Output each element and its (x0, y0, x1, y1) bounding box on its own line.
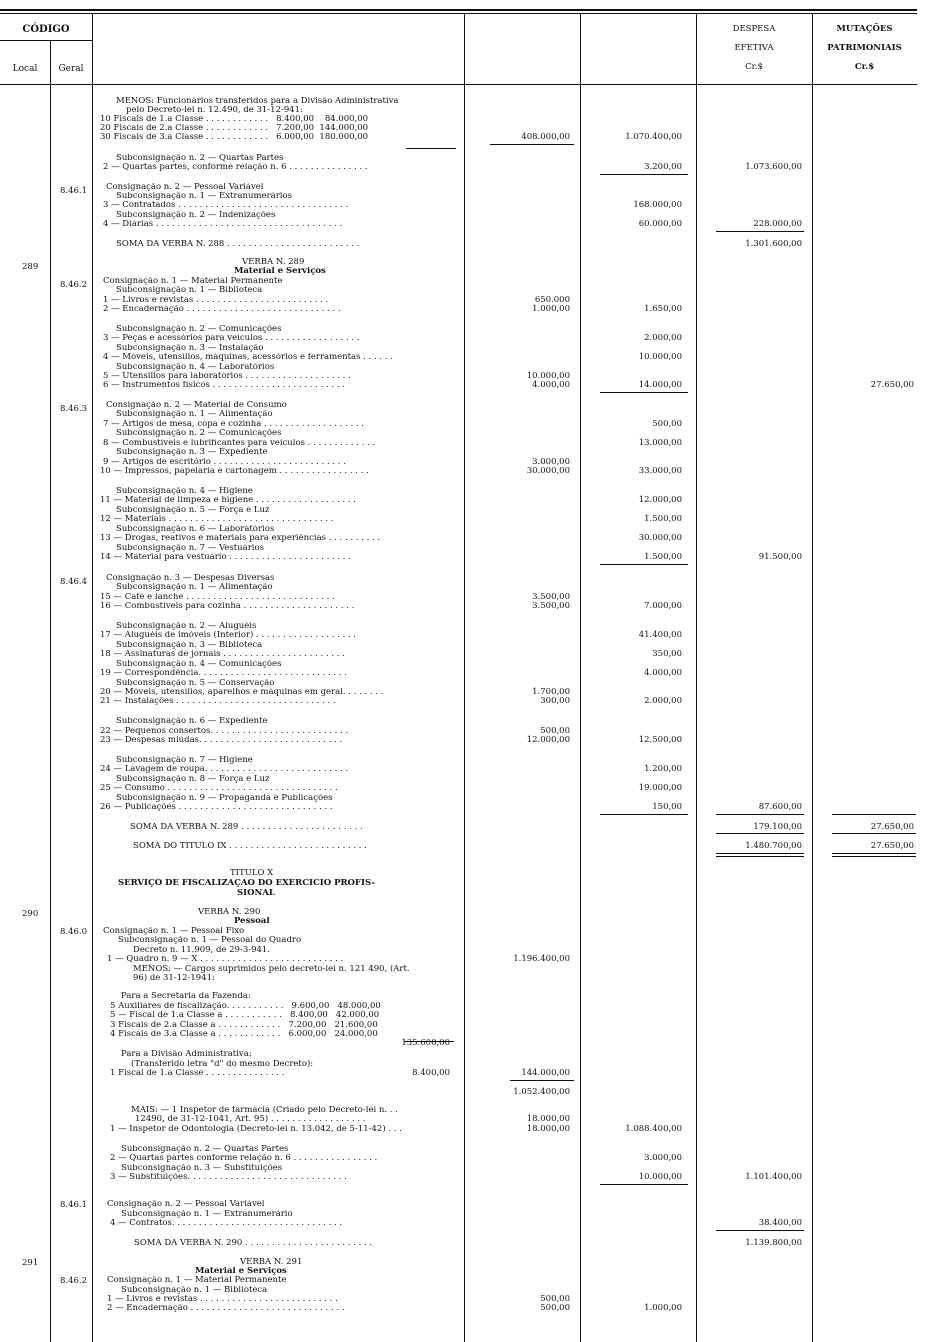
line-text: VERBA N. 291 (240, 1258, 303, 1267)
header-efetiva: EFETIVA (734, 43, 774, 53)
line-text: 1 — Livros e revistas . . . . . . . . . . . . . . . . . . . . . . . . . (103, 296, 329, 305)
line-text: (Transferido letra "d" do mesmo Decreto): (131, 1060, 314, 1069)
line-text: 4 — Diárias . . . . . . . . . . . . . . . . . . . . . . . . . . . . . . . . . . . (103, 220, 343, 229)
top-rule-thin (0, 13, 917, 14)
inline-amount: 135.600,00 (401, 1038, 450, 1048)
line-text: 23 — Despesas miúdas. . . . . . . . . . . . . . . . . . . . . . . . . . . (100, 736, 343, 745)
line-text: 4 — Contratos. . . . . . . . . . . . . . . . . . . . . . . . . . . . . . . . (110, 1219, 343, 1228)
amount-col1: 18.000,00 (526, 1124, 570, 1134)
line-text: Pessoal (234, 917, 270, 926)
code-label: 289 (22, 262, 39, 272)
code-label: 291 (22, 1258, 39, 1268)
line-text: Consignação n. 2 — Pessoal Variável (107, 1200, 265, 1209)
amount-col1: 4.000,00 (532, 380, 570, 390)
subtotal-rule (716, 814, 804, 815)
total-double-rule (716, 853, 804, 854)
line-text: pelo Decreto-lei n. 12.490, de 31-12-941: (126, 106, 303, 115)
col-divider-amount2 (696, 13, 697, 1342)
line-text: 3 — Substituições. . . . . . . . . . . . . . . . . . . . . . . . . . . . . . (110, 1173, 347, 1182)
line-text: 22 — Pequenos consertos. . . . . . . . . . . . . . . . . . . . . . . . . . (100, 727, 349, 736)
amount-col2: 60.000,00 (638, 219, 682, 229)
line-text: Consignação n. 1 — Material Permanente (107, 1276, 287, 1285)
line-text: Consignação n. 2 — Material de Consumo (106, 401, 287, 410)
subtotal-rule (716, 1230, 804, 1231)
total-double-rule (832, 853, 916, 854)
line-text: 24 — Lavagem de roupa. . . . . . . . . . . . . . . . . . . . . . . . . . . (100, 765, 349, 774)
amount-col1: 500,00 (540, 1303, 570, 1313)
line-text: 30 Fiscais de 3.a Classe . . . . . . . . . . . . 6.000,00 180.000,00 (100, 133, 369, 142)
line-text: 5 Auxiliares de fiscalização. . . . . . . . . . . 9.600,00 48.000,00 (110, 1002, 381, 1011)
amount-col1: 144.000,00 (521, 1068, 570, 1078)
subtotal-rule (600, 564, 688, 565)
code-label: 8.46.4 (60, 577, 88, 587)
subtotal-rule (716, 231, 804, 232)
amount-col1: 500,00 (540, 1294, 570, 1304)
line-text: Subconsignação n. 7 — Higiene (116, 756, 253, 765)
line-text: 9 — Artigos de escritório . . . . . . . . . . . . . . . . . . . . . . . . . (103, 458, 346, 467)
line-text: 11 — Material de limpeza e higiene . . . . . . . . . . . . . . . . . . . (100, 496, 356, 505)
amount-col2: 14.000,00 (638, 380, 682, 390)
line-text: 6 — Instrumentos físicos . . . . . . . . . . . . . . . . . . . . . . . . . (103, 381, 345, 390)
top-rule (0, 9, 917, 11)
amount-col3: 1.073.600,00 (745, 162, 802, 172)
code-label: 8.46.2 (60, 280, 88, 290)
line-text: Subconsignação n. 7 — Vestuários (116, 544, 264, 553)
amount-col2: 3.200,00 (644, 162, 682, 172)
line-text: 7 — Artigos de mesa, copa e cozinha . . . . . . . . . . . . . . . . . . . (103, 420, 364, 429)
line-text: 10 — Impressos, papelaria e cartonagem . . . . . . . . . . . . . . . . . (100, 467, 369, 476)
line-text: 10 Fiscais de 1.a Classe . . . . . . . . . . . . 8.400,00 84.000,00 (100, 115, 369, 124)
amount-col3: 179.100,00 (753, 822, 802, 832)
amount-col2: 19.000,00 (638, 783, 682, 793)
amount-col1: 650.000 (534, 295, 570, 305)
amount-col1: 408.000,00 (521, 132, 570, 142)
amount-col2: 12.500,00 (638, 735, 682, 745)
amount-col2: 4.000,00 (644, 668, 682, 678)
amount-col3: 1.101.400,00 (745, 1172, 802, 1182)
header-mutacoes-currency: Cr.$ (854, 62, 875, 72)
amount-col2: 2.000,00 (644, 696, 682, 706)
amount-col2: 12.000,00 (638, 495, 682, 505)
line-text: Consignação n. 1 — Material Permanente (103, 277, 283, 286)
line-text: 2 — Quartas partes, conforme relação n. 6 . . . . . . . . . . . . . . . (103, 163, 368, 172)
line-text: 1 Fiscal de 1.a Classe . . . . . . . . . . . . . . . (110, 1069, 285, 1078)
line-text: Subconsignação n. 2 — Quartas Partes (121, 1145, 289, 1154)
codigo-underline (0, 40, 92, 41)
line-text: 3 Fiscais de 2.a Classe a . . . . . . . . . . . . 7.200,00 21.600,00 (110, 1021, 378, 1030)
amount-col1: 3.000,00 (532, 457, 570, 467)
amount-col3: 87.600,00 (758, 802, 802, 812)
line-text: Decreto n. 11.909, de 29-3-941. (133, 946, 271, 955)
line-text: 2 — Encadernação . . . . . . . . . . . . . . . . . . . . . . . . . . . . . (103, 305, 341, 314)
line-text: 13 — Drogas, reativos e materiais para experiências . . . . . . . . . . (100, 534, 381, 543)
amount-col2: 350,00 (652, 649, 682, 659)
line-text: 17 — Aluguéis de imóveis (Interior) . . . . . . . . . . . . . . . . . . . (100, 631, 357, 640)
subtotal-rule (832, 814, 916, 815)
amount-col3: 1.139.800,00 (745, 1238, 802, 1248)
line-text: Subconsignação n. 1 — Extranumerário (121, 1210, 293, 1219)
amount-col2: 1.000,00 (644, 1303, 682, 1313)
amount-col2: 10.000,00 (638, 1172, 682, 1182)
amount-col2: 168.000,00 (633, 200, 682, 210)
code-label: 8.46.1 (60, 1200, 88, 1210)
line-text: 5 — Fiscal de 1.a Classe a . . . . . . . . . . . 8.400,00 42.000,00 (110, 1011, 380, 1020)
amount-col3: 38.400,00 (758, 1218, 802, 1228)
line-text: Para a Divisão Administrativa: (121, 1050, 252, 1059)
amount-col1: 500,00 (540, 726, 570, 736)
header-despesa: DESPESA (732, 24, 776, 34)
header-mutacoes: MUTAÇÕES (836, 24, 893, 34)
header-local: Local (12, 64, 38, 74)
line-text: 25 — Consumo . . . . . . . . . . . . . . . . . . . . . . . . . . . . . . . . (100, 784, 338, 793)
total-double-rule (832, 856, 916, 857)
amount-col2: 3.000,00 (644, 1153, 682, 1163)
amount-col4: 27.650,00 (870, 841, 914, 851)
subtotal-rule (600, 1184, 688, 1185)
line-text: Subconsignação n. 6 — Laboratórios (116, 525, 275, 534)
line-text: SOMA DA VERBA N. 289 . . . . . . . . . . . . . . . . . . . . . . . (130, 823, 363, 832)
amount-col2: 41.400,00 (638, 630, 682, 640)
amount-col2: 33.000,00 (638, 466, 682, 476)
line-text: 3 — Peças e acessórios para veículos . . . . . . . . . . . . . . . . . . (103, 334, 360, 343)
line-text: VERBA N. 289 (242, 258, 305, 267)
line-text: Subconsignação n. 1 — Pessoal do Quadro (118, 936, 302, 945)
inline-amount: 8.400,00 (412, 1068, 450, 1078)
line-text: Material e Serviços (195, 1267, 287, 1276)
line-text: 16 — Combustíveis para cozinha . . . . . . . . . . . . . . . . . . . . . (100, 602, 355, 611)
col-divider-amount1 (580, 13, 581, 1342)
line-text: 12490, de 31-12-1041, Art. 95) . . . . . . . . . . . . . . . . . . (135, 1115, 366, 1124)
amount-col3: 1.480.700,00 (745, 841, 802, 851)
line-text: VERBA N. 290 (198, 908, 261, 917)
amount-col3: 1.301.600,00 (745, 239, 802, 249)
amount-col1: 1.700,00 (532, 687, 570, 697)
line-text: Subconsignação n. 1 — Alimentação (116, 583, 273, 592)
line-text: Subconsignação n. 2 — Quartas Partes (116, 154, 284, 163)
amount-col2: 150,00 (652, 802, 682, 812)
line-text: TITULO X (230, 869, 274, 878)
amount-col2: 10.000,00 (638, 352, 682, 362)
subtotal-rule (510, 1080, 574, 1081)
line-text: 19 — Correspondência. . . . . . . . . . . . . . . . . . . . . . . . . . . . (100, 669, 347, 678)
line-text: 96) de 31-12-1941: (133, 974, 215, 983)
amount-col1: 30.000,00 (526, 466, 570, 476)
line-text: Subconsignação n. 5 — Força e Luz (116, 506, 270, 515)
code-label: 8.46.3 (60, 404, 88, 414)
amount-col2: 1.650,00 (644, 304, 682, 314)
line-text: Subconsignação n. 8 — Força e Luz (116, 775, 270, 784)
col-divider-text (464, 13, 465, 1342)
line-text: SERVIÇO DE FISCALIZAÇÃO DO EXERCÍCIO PROFIS- (118, 879, 375, 888)
line-text: 26 — Publicações . . . . . . . . . . . . . . . . . . . . . . . . . . . . . (100, 803, 333, 812)
code-label: 8.46.1 (60, 186, 88, 196)
line-text: SOMA DA VERBA N. 290 . . . . . . . . . . . . . . . . . . . . . . . . (134, 1239, 373, 1248)
amount-col1: 300,00 (540, 696, 570, 706)
line-text: 1 — Inspetor de Odontologia (Decreto-lei n. 13.042, de 5-11-42) . . . (110, 1125, 402, 1134)
line-text: Consignação n. 3 — Despesas Diversas (106, 574, 275, 583)
amount-col2: 1.200,00 (644, 764, 682, 774)
line-text: 14 — Material para vestuário . . . . . . . . . . . . . . . . . . . . . . . (100, 553, 351, 562)
line-text: 5 — Utensílios para laboratórios . . . . . . . . . . . . . . . . . . . . (103, 372, 351, 381)
code-label: 8.46.0 (60, 927, 88, 937)
line-text: Consignação n. 2 — Pessoal Variável (106, 183, 264, 192)
line-text: 20 — Móveis, utensílios, aparelhos e máquinas em geral. . . . . . . . (100, 688, 384, 697)
line-text: 1 — Quadro n. 9 — X . . . . . . . . . . . . . . . . . . . . . . . . . . . (107, 955, 344, 964)
subtotal-rule (600, 174, 688, 175)
header-codigo: CÓDIGO (22, 24, 70, 35)
total-rule (832, 833, 916, 834)
line-text: Subconsignação n. 2 — Aluguéis (116, 622, 257, 631)
subtotal-rule (600, 814, 688, 815)
amount-col2: 1.500,00 (644, 514, 682, 524)
line-text: SIONAL (237, 889, 275, 898)
amount-col4: 27.650,00 (870, 822, 914, 832)
line-text: Subconsignação n. 5 — Conservação (116, 679, 275, 688)
line-text: Subconsignação n. 9 — Propaganda e Publicações (116, 794, 333, 803)
amount-col3: 91.500,00 (758, 552, 802, 562)
line-text: Para a Secretaria da Fazenda: (121, 992, 251, 1001)
amount-col2: 1.500,00 (644, 552, 682, 562)
header-geral: Geral (58, 64, 84, 74)
subtotal-rule (600, 392, 688, 393)
line-text: 18 — Assinaturas de jornais . . . . . . . . . . . . . . . . . . . . . . . (100, 650, 345, 659)
line-text: Consignação n. 1 — Pessoal Fixo (103, 927, 245, 936)
line-text: 12 — Materiais . . . . . . . . . . . . . . . . . . . . . . . . . . . . . . . (100, 515, 334, 524)
line-text: Subconsignação n. 1 — Alimentação (116, 410, 273, 419)
line-text: Material e Serviços (234, 267, 326, 276)
amount-col1: 10.000,00 (526, 371, 570, 381)
line-text: Subconsignação n. 4 — Higiene (116, 487, 253, 496)
amount-col2: 2.000,00 (644, 333, 682, 343)
total-rule (716, 833, 804, 834)
amount-col2: 500,00 (652, 419, 682, 429)
line-text: Subconsignação n. 6 — Expediente (116, 717, 268, 726)
line-text: 2 — Quartas partes conforme relação n. 6 . . . . . . . . . . . . . . . . (110, 1154, 378, 1163)
total-double-rule (716, 856, 804, 857)
amount-col2: 1.070.400,00 (625, 132, 682, 142)
line-text: 21 — Instalações . . . . . . . . . . . . . . . . . . . . . . . . . . . . . . (100, 697, 336, 706)
line-text: 2 — Encadernação . . . . . . . . . . . . . . . . . . . . . . . . . . . . . (107, 1304, 345, 1313)
line-text: 4 — Móveis, utensílios, máquinas, acessórios e ferramentas . . . . . . (103, 353, 393, 362)
line-text: 1 — Livros e revistas . . . . . . . . . . . . . . . . . . . . . . . . . . (107, 1295, 338, 1304)
amount-col3: 228.000,00 (753, 219, 802, 229)
amount-col1: 18.000,00 (526, 1114, 570, 1124)
line-text: 8 — Combustíveis e lubrificantes para veículos . . . . . . . . . . . . . (103, 439, 376, 448)
line-text: Subconsignação n. 3 — Expediente (116, 448, 268, 457)
col-divider-geral (92, 13, 93, 1342)
line-text: Subconsignação n. 4 — Comunicações (116, 660, 282, 669)
code-label: 290 (22, 909, 39, 919)
line-text: MENOS: Funcionários transferidos para a Divisão Administrativa (116, 97, 399, 106)
line-text: SOMA DA VERBA N. 288 . . . . . . . . . . . . . . . . . . . . . . . . . (116, 240, 360, 249)
line-text: Subconsignação n. 1 — Biblioteca (116, 286, 263, 295)
amount-col1: 1.000,00 (532, 304, 570, 314)
code-label: 8.46.2 (60, 1276, 88, 1286)
line-text: MENOS: — Cargos suprimidos pelo decreto-lei n. 121 490, (Art. (133, 965, 410, 974)
header-despesa-currency: Cr.$ (745, 62, 763, 72)
line-text: 15 — Café e lanche . . . . . . . . . . . . . . . . . . . . . . . . . . . . (100, 593, 335, 602)
subtotal-rule (490, 144, 574, 145)
amount-col1: 3.500,00 (532, 592, 570, 602)
line-text: Subconsignação n. 3 — Substituições (121, 1164, 283, 1173)
header-bottom-rule (0, 84, 917, 85)
line-text: Subconsignação n. 2 — Comunicações (116, 325, 282, 334)
col-divider-local (50, 40, 51, 1342)
amount-col1: 3.500,00 (532, 601, 570, 611)
header-patrimoniais: PATRIMONIAIS (827, 43, 902, 53)
amount-col1: 1.052.400,00 (513, 1087, 570, 1097)
amount-col2: 13.000,00 (638, 438, 682, 448)
line-text: 4 Fiscais de 3.a Classe a . . . . . . . . . . . . 6.000,00 24.000,00 (110, 1030, 378, 1039)
amount-col2: 7.000,00 (644, 601, 682, 611)
line-text: Subconsignação n. 2 — Indenizações (116, 211, 276, 220)
amount-col1: 12.000,00 (526, 735, 570, 745)
amount-col2: 1.088.400,00 (625, 1124, 682, 1134)
amount-col2: 30.000,00 (638, 533, 682, 543)
line-text: Subconsignação n. 1 — Biblioteca (121, 1286, 268, 1295)
line-text: 3 — Contratados . . . . . . . . . . . . . . . . . . . . . . . . . . . . . . . . (103, 201, 349, 210)
col-divider-amount3 (812, 13, 813, 1342)
line-text: 20 Fiscais de 2.a Classe . . . . . . . . . . . . 7.200,00 144.000,00 (100, 124, 369, 133)
line-text: Subconsignação n. 2 — Comunicações (116, 429, 282, 438)
line-text: Subconsignação n. 3 — Biblioteca (116, 641, 263, 650)
line-text: SOMA DO TÍTULO IX . . . . . . . . . . . . . . . . . . . . . . . . . . (133, 842, 367, 851)
amount-col4: 27.650,00 (870, 380, 914, 390)
subtotal-rule (406, 148, 456, 149)
line-text: Subconsignação n. 4 — Laboratórios (116, 363, 275, 372)
amount-col1: 1.196.400,00 (513, 954, 570, 964)
line-text: Subconsignação n. 3 — Instalação (116, 344, 264, 353)
line-text: MAIS: — 1 Inspetor de farmácia (Criado pelo Decreto-lei n. . . (131, 1106, 398, 1115)
line-text: Subconsignação n. 1 — Extranumerários (116, 192, 292, 201)
